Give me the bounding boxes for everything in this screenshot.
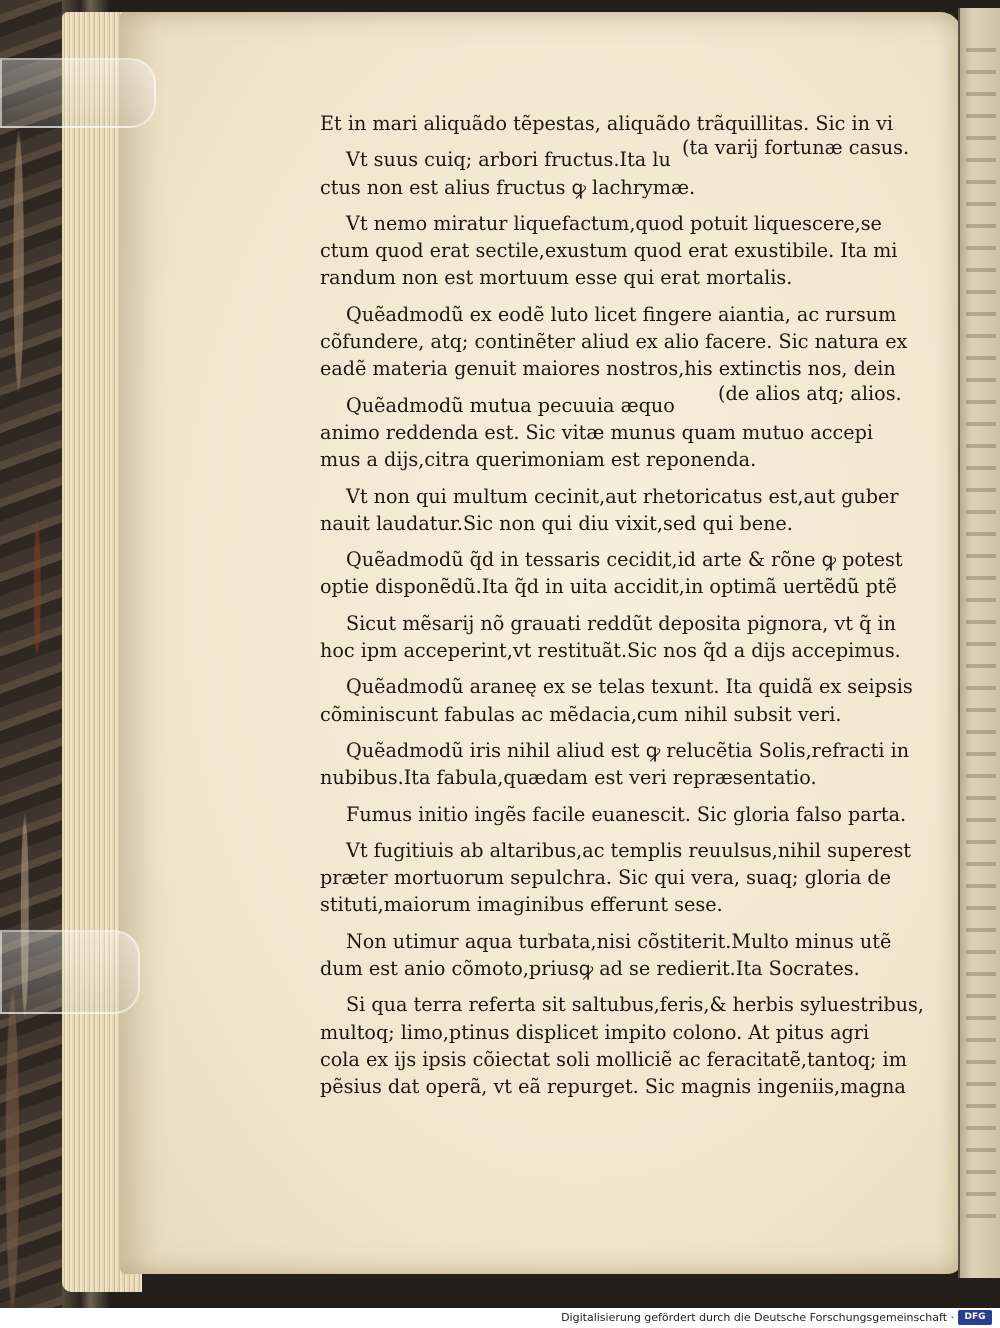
paragraph [320, 673, 912, 728]
page-clip-top [0, 58, 156, 128]
text-line: Non utimur aqua turbata,nisi cõstiterit.Multo minus utẽ [346, 929, 892, 953]
text-line: Et in mari aliquãdo tẽpestas, aliquãdo trãquillitas. Sic in vi [320, 112, 894, 135]
text-line: optie disponẽdũ.Ita q̃d in uita accidit,in optimã uertẽdũ ptẽ [320, 575, 897, 599]
text-line: cola ex ijs ipsis cõiectat soli molliciẽ ac feracitatẽ,tantoq; im [320, 1047, 907, 1071]
dfg-logo-icon: DFG [958, 1310, 992, 1325]
text-line: Quẽadmodũ iris nihil aliud est ꝙ relucẽtia Solis,refracti in [346, 738, 910, 762]
marbled-cover [0, 0, 62, 1308]
paragraph [320, 301, 912, 383]
text-line: Sicut mẽsarij nõ grauati reddũt deposita pignora, vt q̃ in [346, 611, 896, 635]
turnover-line: (de alios atq; alios. [718, 381, 902, 405]
page-text [320, 110, 924, 1110]
text-line: nauit laudatur.Sic non qui diu vixit,sed qui bene. [320, 511, 793, 535]
text-line: Si qua terra referta sit saltubus,feris,& herbis syluestribus, [346, 993, 924, 1017]
funding-credit: Digitalisierung gefördert durch die Deutsche Forschungsgemeinschaft · [561, 1311, 954, 1324]
text-line: animo reddenda est. Sic vitæ munus quam mutuo accepi [320, 420, 874, 444]
text-line: Vt non qui multum cecinit,aut rhetoricatus est,aut guber [346, 484, 899, 508]
text-line: Quẽadmodũ mutua pecuuia æquo [346, 393, 675, 417]
text-line: multoq; limo,ptinus displicet impito colono. At pitus agri [320, 1020, 870, 1044]
paragraph [320, 210, 912, 292]
text-line: præter mortuorum sepulchra. Sic qui vera, suaq; gloria de [320, 866, 892, 890]
paragraph [320, 381, 912, 474]
text-line: eadẽ materia genuit maiores nostros,his extinctis nos, dein [320, 357, 896, 381]
text-line: hoc ipm acceperint,vt restituãt.Sic nos q̃d a dijs accepimus. [320, 639, 901, 663]
paragraph [320, 110, 912, 137]
paragraph [320, 136, 912, 201]
paragraph [320, 610, 912, 665]
paragraph [320, 546, 912, 601]
text-line: Quẽadmodũ ex eodẽ luto licet fingere aiantia, ac rursum [346, 302, 897, 326]
text-line: Quẽadmodũ q̃d in tessaris cecidit,id arte & rõne ꝙ potest [346, 548, 903, 572]
paragraph [320, 801, 912, 828]
text-line: dum est anio cõmoto,priusꝙ ad se redierit.Ita Socrates. [320, 957, 860, 981]
text-line: ctum quod erat sectile,exustum quod erat exustibile. Ita mi [320, 239, 898, 263]
text-line: Vt nemo miratur liquefactum,quod potuit liquescere,se [346, 211, 882, 235]
page-clip-bottom [0, 930, 140, 1014]
paragraph [320, 737, 912, 792]
text-line: Vt fugitiuis ab altaribus,ac templis reuulsus,nihil superest [346, 838, 912, 862]
text-line: cõminiscunt fabulas ac mẽdacia,cum nihil subsit veri. [320, 702, 842, 726]
turnover-line: (ta varij fortunæ casus. [682, 136, 910, 160]
paragraph [320, 991, 924, 1100]
text-line: Vt suus cuiq; arbori fructus.Ita lu [346, 148, 671, 172]
text-line: cõfundere, atq; continẽter aliud ex alio facere. Sic natura ex [320, 330, 908, 354]
text-line: nubibus.Ita fabula,quædam est veri repræsentatio. [320, 766, 817, 790]
facing-page-edge [958, 8, 1000, 1278]
paragraph [320, 837, 912, 919]
paragraph [320, 483, 912, 538]
text-line: ctus non est alius fructus ꝙ lachrymæ. [320, 175, 696, 199]
text-line: pẽsius dat operã, vt eã repurget. Sic magnis ingeniis,magna [320, 1075, 906, 1099]
paragraph [320, 928, 912, 983]
text-line: Quẽadmodũ araneę ex se telas texunt. Ita quidã ex seipsis [346, 675, 913, 699]
text-line: randum non est mortuum esse qui erat mortalis. [320, 266, 793, 290]
text-line: stituti,maiorum imaginibus efferunt sese. [320, 893, 723, 917]
text-line: mus a dijs,citra querimoniam est reponenda. [320, 448, 757, 472]
text-line: Fumus initio ingẽs facile euanescit. Sic gloria falso parta. [346, 802, 907, 826]
